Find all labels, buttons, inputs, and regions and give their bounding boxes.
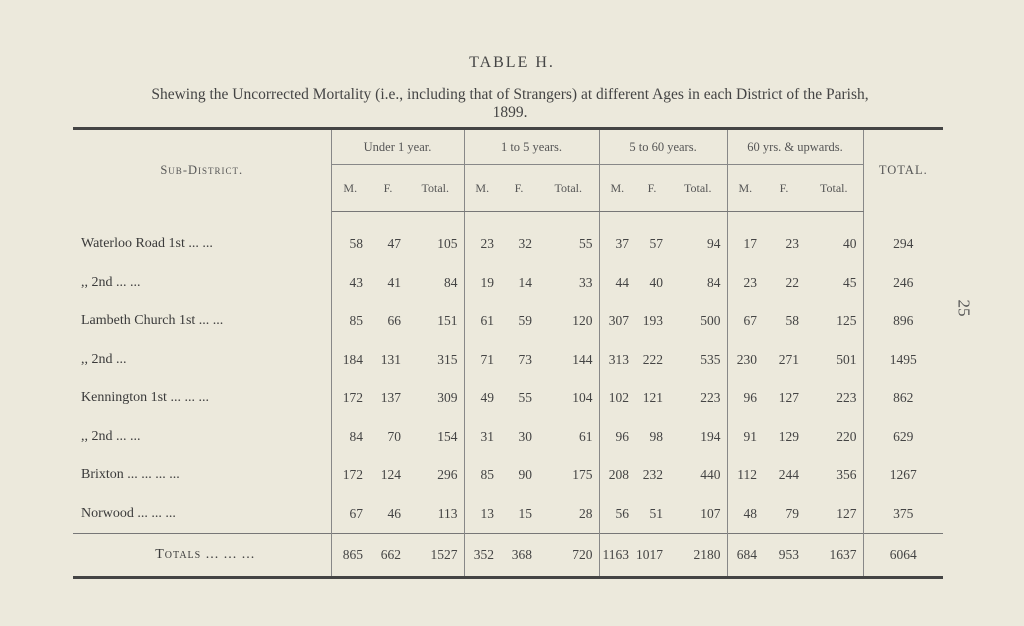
table-row [73, 456, 943, 495]
subdistrict-name: Totals ... ... ... [73, 534, 331, 578]
table-cell: 71 [480, 351, 494, 367]
row-total-cell: 1267 [889, 467, 917, 483]
subdistrict-name: ,, 2nd ... [73, 341, 331, 380]
table-cell: 313 [608, 351, 630, 367]
row-total-cell: 6064 [863, 534, 943, 578]
table-cell: 40 [805, 212, 863, 264]
table-cell: 175 [538, 456, 599, 495]
table-cell: 43 [349, 274, 363, 290]
table-cell: 1017 [635, 534, 669, 578]
table-cell: 59 [518, 313, 532, 329]
table-cell: 315 [407, 341, 464, 380]
table-cell: 32 [518, 236, 532, 252]
table-row [73, 379, 943, 418]
table-cell: 125 [805, 302, 863, 341]
table-cell: 124 [380, 467, 401, 483]
table-cell: 55 [518, 390, 532, 406]
table-row [73, 418, 943, 457]
table-cell: 244 [778, 467, 800, 483]
group-header-60-upwards: 60 yrs. & upwards. [727, 129, 863, 165]
table-title: TABLE H. [469, 54, 555, 71]
table-cell: 14 [518, 274, 532, 290]
table-cell: 112 [737, 467, 758, 483]
table-cell: 172 [342, 390, 363, 406]
table-cell: 61 [538, 418, 599, 457]
table-cell: 121 [642, 390, 664, 406]
table-cell: 151 [407, 302, 464, 341]
table-cell: 28 [538, 495, 599, 534]
table-cell: 131 [380, 351, 401, 367]
table-cell: 120 [538, 302, 599, 341]
group-header-1-to-5: 1 to 5 years. [464, 129, 599, 165]
table-cell: 865 [331, 534, 369, 578]
table-cell: 953 [763, 534, 805, 578]
table-cell: 37 [615, 236, 630, 252]
table-cell: 23 [785, 236, 800, 252]
table-row [73, 302, 943, 341]
table-cell: 40 [649, 274, 664, 290]
table-cell: 154 [407, 418, 464, 457]
row-total-cell: 246 [893, 274, 914, 290]
table-cell: 79 [785, 505, 800, 521]
subcolumn-header: M. [331, 165, 369, 212]
table-cell: 67 [349, 505, 363, 521]
table-cell: 194 [669, 418, 727, 457]
subdistrict-name: Waterloo Road 1st ... ... [73, 212, 331, 264]
table-row [73, 341, 943, 380]
table-cell: 15 [518, 505, 532, 521]
table-cell: 84 [349, 428, 363, 444]
subcolumn-header: F. [763, 165, 805, 212]
table-cell: 17 [743, 236, 758, 252]
subcolumn-header: Total. [407, 165, 464, 212]
subcolumn-header: F. [369, 165, 407, 212]
table-cell: 220 [805, 418, 863, 457]
table-cell: 85 [349, 313, 363, 329]
table-cell: 91 [743, 428, 758, 444]
table-cell: 73 [518, 351, 532, 367]
table-cell: 1527 [407, 534, 464, 578]
table-cell: 47 [387, 236, 401, 252]
table-cell: 662 [369, 534, 407, 578]
table-cell: 1637 [805, 534, 863, 578]
table-cell: 58 [785, 313, 800, 329]
table-cell: 84 [407, 264, 464, 303]
table-cell: 41 [387, 274, 401, 290]
table-cell: 356 [805, 456, 863, 495]
table-cell: 96 [743, 390, 758, 406]
table-cell: 31 [480, 428, 494, 444]
row-total-cell: 375 [893, 505, 914, 521]
table-cell: 501 [805, 341, 863, 380]
table-cell: 85 [480, 467, 494, 483]
row-total-cell: 294 [893, 236, 914, 251]
table-cell: 49 [480, 390, 494, 406]
table-cell: 720 [538, 534, 599, 578]
subdistrict-name: Lambeth Church 1st ... ... [73, 302, 331, 341]
group-header-under-1: Under 1 year. [331, 129, 464, 165]
table-cell: 684 [727, 534, 763, 578]
table-row [73, 212, 943, 264]
table-cell: 222 [642, 351, 664, 367]
table-cell: 66 [387, 313, 401, 329]
table-cell: 193 [642, 313, 664, 329]
table-row [73, 495, 943, 534]
subcolumn-header: Total. [669, 165, 727, 212]
table-cell: 96 [615, 428, 630, 444]
table-cell: 223 [669, 379, 727, 418]
table-cell: 51 [649, 505, 664, 521]
table-cell: 94 [669, 212, 727, 264]
table-cell: 137 [380, 390, 401, 406]
table-cell: 56 [615, 505, 630, 521]
table-cell: 127 [778, 390, 800, 406]
table-cell: 368 [500, 534, 538, 578]
table-cell: 208 [608, 467, 630, 483]
table-cell: 113 [407, 495, 464, 534]
table-cell: 30 [518, 428, 532, 444]
table-cell: 127 [805, 495, 863, 534]
table-body [73, 212, 943, 578]
table-cell: 144 [538, 341, 599, 380]
table-cell: 48 [743, 505, 758, 521]
table-cell: 33 [538, 264, 599, 303]
table-cell: 19 [480, 274, 494, 290]
mortality-table [73, 127, 943, 579]
subcolumn-header: F. [500, 165, 538, 212]
table-cell: 1163 [599, 534, 635, 578]
table-cell: 46 [387, 505, 401, 521]
total-header: TOTAL. [863, 129, 943, 212]
subdistrict-name: Brixton ... ... ... ... [73, 456, 331, 495]
table-cell: 102 [608, 390, 630, 406]
table-cell: 105 [407, 212, 464, 264]
table-cell: 352 [464, 534, 500, 578]
table-cell: 70 [387, 428, 401, 444]
mortality-table-container [73, 127, 943, 579]
subcolumn-header: F. [635, 165, 669, 212]
table-cell: 232 [642, 467, 664, 483]
subdistrict-header: Sub-District. [73, 129, 331, 212]
table-cell: 230 [736, 351, 758, 367]
row-total-cell: 629 [893, 428, 914, 444]
table-cell: 22 [785, 274, 800, 290]
table-cell: 184 [342, 351, 363, 367]
table-cell: 23 [480, 236, 494, 252]
table-cell: 13 [480, 505, 494, 521]
table-cell: 55 [538, 212, 599, 264]
table-subtitle: Shewing the Uncorrected Mortality (i.e., including that of Strangers) at different Ages in each District of the Parish, 1899. [151, 86, 869, 121]
table-cell: 61 [480, 313, 494, 329]
table-cell: 84 [669, 264, 727, 303]
row-total-cell: 862 [893, 390, 914, 406]
table-row [73, 264, 943, 303]
totals-row [73, 534, 943, 578]
table-cell: 500 [669, 302, 727, 341]
table-cell: 58 [349, 236, 363, 252]
table-cell: 45 [805, 264, 863, 303]
subcolumn-header: M. [464, 165, 500, 212]
table-cell: 535 [669, 341, 727, 380]
table-cell: 440 [669, 456, 727, 495]
subcolumn-header: M. [727, 165, 763, 212]
table-cell: 44 [615, 274, 630, 290]
table-cell: 309 [407, 379, 464, 418]
table-cell: 67 [743, 313, 758, 329]
subdistrict-name: Kennington 1st ... ... ... [73, 379, 331, 418]
row-total-cell: 1495 [889, 351, 917, 367]
table-cell: 90 [518, 467, 532, 483]
table-cell: 107 [669, 495, 727, 534]
table-cell: 223 [805, 379, 863, 418]
table-cell: 296 [407, 456, 464, 495]
table-cell: 129 [778, 428, 800, 444]
page-number: 25 [954, 299, 974, 317]
table-cell: 23 [743, 274, 758, 290]
row-total-cell: 896 [893, 313, 914, 329]
group-header-5-to-60: 5 to 60 years. [599, 129, 727, 165]
table-cell: 271 [778, 351, 800, 367]
table-cell: 172 [342, 467, 363, 483]
subcolumn-header: Total. [805, 165, 863, 212]
table-cell: 98 [649, 428, 664, 444]
subdistrict-name: ,, 2nd ... ... [73, 264, 331, 303]
subdistrict-name: Norwood ... ... ... [73, 495, 331, 534]
subcolumn-header: Total. [538, 165, 599, 212]
table-cell: 104 [538, 379, 599, 418]
table-cell: 2180 [669, 534, 727, 578]
table-cell: 307 [608, 313, 630, 329]
subdistrict-name: ,, 2nd ... ... [73, 418, 331, 457]
subcolumn-header: M. [599, 165, 635, 212]
table-cell: 57 [649, 236, 664, 252]
